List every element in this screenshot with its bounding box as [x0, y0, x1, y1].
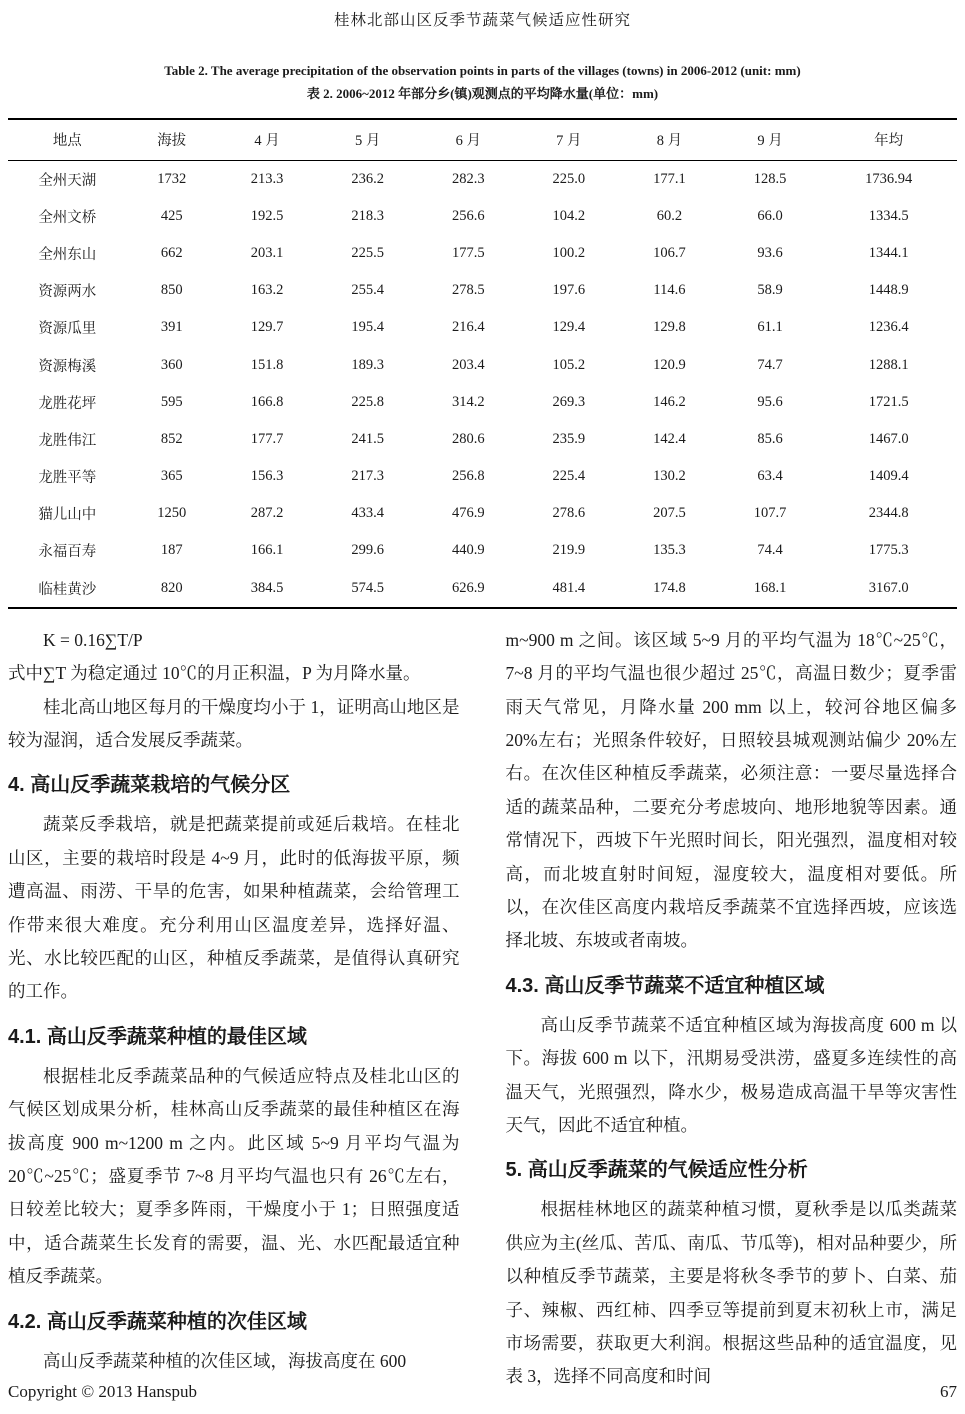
section-heading: 4.3. 高山反季节蔬菜不适宜种植区域 — [505, 974, 825, 997]
table-caption-chinese: 表 2. 2006~2012 年部分乡(镇)观测点的平均降水量(单位：mm) — [306, 85, 659, 101]
table-cell: 1288.1 — [868, 356, 909, 373]
left-column — [8, 624, 460, 1394]
column-header: 4 月 — [217, 119, 318, 161]
table-cell: 资源瓜里 — [38, 321, 97, 338]
table-cell: 360 — [160, 356, 183, 373]
table-cell: 142.4 — [653, 430, 686, 447]
table-body — [8, 160, 957, 608]
table-cell: 146.2 — [653, 393, 686, 410]
table-cell: 120.9 — [653, 356, 686, 373]
table-cell: 278.6 — [552, 505, 586, 522]
column-header: 9 月 — [720, 119, 821, 161]
table-cell: 105.2 — [552, 356, 586, 373]
table-cell: 3167.0 — [868, 579, 909, 596]
table-cell: 63.4 — [757, 468, 783, 485]
table-cell: 425 — [160, 207, 183, 224]
table-row — [8, 272, 957, 309]
table-cell: 1448.9 — [868, 282, 909, 299]
table-cell: 114.6 — [653, 282, 686, 299]
table-cell: 481.4 — [552, 579, 586, 596]
table-cell: 151.8 — [250, 356, 284, 373]
table-cell: 1736.94 — [865, 170, 913, 187]
table-cell: 全州天湖 — [38, 172, 97, 189]
table-cell: 166.1 — [250, 542, 284, 559]
table-cell: 195.4 — [351, 319, 384, 336]
table-cell: 61.1 — [757, 319, 783, 336]
table-cell: 龙胜花坪 — [38, 395, 97, 412]
table-cell: 临桂黄沙 — [38, 581, 97, 598]
table-cell: 269.3 — [552, 393, 586, 410]
running-head: 桂林北部山区反季节蔬菜气候适应性研究 — [333, 12, 631, 29]
section-heading: 4. 高山反季蔬菜栽培的气候分区 — [8, 774, 291, 797]
table-cell: 156.3 — [250, 468, 284, 485]
table-cell: 128.5 — [753, 170, 787, 187]
table-cell: 66.0 — [757, 207, 783, 224]
paragraph: 式中∑T 为稳定通过 10℃的月正积温，P 为月降水量。 — [8, 663, 421, 684]
table-cell: 203.4 — [451, 356, 485, 373]
table-cell: 213.3 — [250, 170, 284, 187]
table-row — [8, 198, 957, 235]
table-cell: 287.2 — [250, 505, 284, 522]
table-cell: 282.3 — [451, 170, 485, 187]
table-cell: 433.4 — [351, 505, 384, 522]
page-footer — [8, 1382, 957, 1402]
table-row — [8, 570, 957, 608]
table-cell: 1732 — [157, 170, 187, 187]
table-cell: 1775.3 — [868, 542, 909, 559]
table-cell: 60.2 — [656, 207, 683, 224]
table-cell: 280.6 — [451, 430, 485, 447]
table-cell: 130.2 — [653, 468, 686, 485]
paragraph: 桂北高山地区每月的干燥度均小于 1，证明高山地区是较为湿润，适合发展反季蔬菜。 — [8, 696, 460, 750]
table-row — [8, 458, 957, 495]
paragraph: 高山反季节蔬菜不适宜种植区域为海拔高度 600 m 以下。海拔 600 m 以下，汛期易受洪涝，盛夏多连续性的高温天气，光照强烈，降水少，极易造成高温干旱等灾害性天气，因此不适宜种植。 — [505, 1014, 957, 1136]
section-heading: 5. 高山反季蔬菜的气候适应性分析 — [505, 1159, 808, 1182]
table-cell: 476.9 — [451, 505, 485, 522]
table-cell: 225.4 — [552, 468, 586, 485]
table-row — [8, 346, 957, 383]
table-cell: 574.5 — [351, 579, 384, 596]
table-cell: 177.5 — [451, 244, 485, 261]
table-cell: 永福百寿 — [38, 544, 97, 561]
column-header: 8 月 — [619, 119, 720, 161]
copyright-text: Copyright © 2013 Hanspub — [8, 1382, 198, 1401]
table-cell: 595 — [160, 393, 183, 410]
table-cell: 256.8 — [451, 468, 485, 485]
table-cell: 163.2 — [250, 282, 284, 299]
table-cell: 850 — [160, 282, 183, 299]
table-cell: 168.1 — [753, 579, 787, 596]
table-cell: 217.3 — [351, 468, 384, 485]
table-caption-english: Table 2. The average precipitation of the observation points in parts of the villages (towns) in 2006-2012 (unit: mm) — [164, 63, 801, 78]
table-cell: 1344.1 — [868, 244, 909, 261]
paragraph: 蔬菜反季栽培，就是把蔬菜提前或延后栽培。在桂北山区，主要的栽培时段是 4~9 月，此时的低海拔平原，频遭高温、雨涝、干旱的危害，如果种植蔬菜，会给管理工作带来很大难度。充分利用山区温度差异，选择好温、光、水比较匹配的山区，种植反季蔬菜，是值得认真研究的工作。 — [8, 814, 460, 1002]
table-cell: 225.8 — [351, 393, 384, 410]
section-heading: 4.1. 高山反季蔬菜种植的最佳区域 — [8, 1025, 307, 1048]
table-cell: 314.2 — [451, 393, 485, 410]
paragraph: m~900 m 之间。该区域 5~9 月的平均气温为 18℃~25℃，7~8 月的平均气温也很少超过 25℃，高温日数少；夏季雷雨天气常见，月降水量 200 mm 以上，较河谷地区偏多 20%左右；光照条件较好，日照较县城观测站偏少 20%左右。在次佳区种植反季蔬菜，必须注意：一要尽量选择合适的蔬菜品种，二要充分考虑坡向、地形地貌等因素。通常情况下，西坡下午光照时间长，阳光强烈，温度相对较高，而北坡直射时间短，湿度较大，温度相对要低。所以，在次佳区高度内栽培反季蔬菜不宜选择西坡，应该选择北坡、东坡或者南坡。 — [505, 629, 957, 951]
column-header: 5 月 — [317, 119, 418, 161]
table-row — [8, 235, 957, 272]
paragraph: 根据桂林地区的蔬菜种植习惯，夏秋季是以瓜类蔬菜供应为主(丝瓜、苦瓜、南瓜、节瓜等)，相对品种要少，所以种植反季节蔬菜，主要是将秋冬季节的萝卜、白菜、茄子、辣椒、西红柿、四季豆等提前到夏末初秋上市，满足市场需要，获取更大利润。根据这些品种的适宜温度，见表 3，选择不同高度和时间 — [505, 1199, 957, 1387]
column-header: 7 月 — [519, 119, 620, 161]
column-header: 6 月 — [418, 119, 519, 161]
column-header: 海拔 — [127, 119, 217, 161]
table-cell: 106.7 — [653, 244, 686, 261]
table-cell: 资源梅溪 — [38, 358, 97, 375]
table-cell: 全州东山 — [38, 246, 97, 263]
paragraph: 根据桂北反季蔬菜品种的气候适应特点及桂北山区的气候区划成果分析，桂林高山反季蔬菜的最佳种植区在海拔高度 900 m~1200 m 之内。此区域 5~9 月平均气温为 20℃~25℃；盛夏季节 7~8 月平均气温也只有 26℃左右，日较差比较大；夏季多阵雨，干燥度小于 1；日照强度适中，适合蔬菜生长发育的需要，温、光、水匹配最适宜种植反季蔬菜。 — [8, 1065, 460, 1287]
table-cell: 256.6 — [451, 207, 485, 224]
table-cell: 225.0 — [552, 170, 586, 187]
table-cell: 129.8 — [653, 319, 686, 336]
table-cell: 129.4 — [552, 319, 586, 336]
table-cell: 207.5 — [653, 505, 686, 522]
table-cell: 235.9 — [552, 430, 586, 447]
precipitation-table — [8, 118, 957, 609]
table-cell: 100.2 — [552, 244, 586, 261]
table-cell: 218.3 — [351, 207, 384, 224]
table-cell: 197.6 — [552, 282, 586, 299]
table-cell: 299.6 — [351, 542, 384, 559]
formula: K = 0.16∑T/P — [43, 629, 143, 650]
table-cell: 74.7 — [757, 356, 783, 373]
page-number: 67 — [940, 1382, 957, 1401]
table-cell: 1467.0 — [868, 430, 909, 447]
table-cell: 177.7 — [250, 430, 284, 447]
paragraph: 高山反季蔬菜种植的次佳区域，海拔高度在 600 — [43, 1350, 407, 1371]
table-cell: 241.5 — [351, 430, 384, 447]
table-cell: 166.8 — [250, 393, 284, 410]
table-cell: 74.4 — [757, 542, 783, 559]
table-cell: 216.4 — [451, 319, 485, 336]
table-cell: 1409.4 — [868, 468, 909, 485]
table-cell: 95.6 — [757, 393, 783, 410]
table-header-row — [8, 119, 957, 161]
table-cell: 104.2 — [552, 207, 586, 224]
table-cell: 440.9 — [451, 542, 485, 559]
table-cell: 203.1 — [250, 244, 284, 261]
table-cell: 189.3 — [351, 356, 384, 373]
right-column — [506, 624, 958, 1394]
table-cell: 192.5 — [250, 207, 284, 224]
table-cell: 93.6 — [757, 244, 783, 261]
table-cell: 1250 — [157, 505, 187, 522]
table-cell: 1721.5 — [868, 393, 909, 410]
table-cell: 852 — [160, 430, 183, 447]
table-cell: 219.9 — [552, 542, 586, 559]
table-cell: 820 — [160, 579, 183, 596]
table-cell: 135.3 — [653, 542, 686, 559]
column-header: 年均 — [820, 119, 957, 161]
table-row — [8, 495, 957, 532]
table-cell: 365 — [160, 468, 183, 485]
table-cell: 187 — [160, 542, 183, 559]
table-cell: 129.7 — [250, 319, 284, 336]
table-row — [8, 421, 957, 458]
table-cell: 全州文桥 — [38, 209, 97, 226]
table-cell: 236.2 — [351, 170, 384, 187]
table-cell: 龙胜平等 — [38, 470, 97, 487]
section-heading: 4.2. 高山反季蔬菜种植的次佳区域 — [8, 1310, 307, 1333]
table-cell: 58.9 — [757, 282, 783, 299]
table-cell: 391 — [160, 319, 183, 336]
table-row — [8, 160, 957, 198]
table-cell: 龙胜伟江 — [38, 432, 97, 449]
table-cell: 662 — [160, 244, 183, 261]
table-cell: 177.1 — [653, 170, 686, 187]
body-text — [0, 624, 965, 1394]
table-captions — [0, 60, 965, 106]
table-cell: 278.5 — [451, 282, 485, 299]
column-header: 地点 — [8, 119, 127, 161]
table-cell: 626.9 — [451, 579, 485, 596]
table-cell: 384.5 — [250, 579, 284, 596]
table-cell: 255.4 — [351, 282, 384, 299]
table-cell: 107.7 — [753, 505, 787, 522]
table-row — [8, 384, 957, 421]
table-cell: 猫儿山中 — [38, 507, 97, 524]
table-cell: 1236.4 — [868, 319, 909, 336]
table-cell: 1334.5 — [868, 207, 909, 224]
table-cell: 225.5 — [351, 244, 384, 261]
table-cell: 2344.8 — [868, 505, 909, 522]
table-row — [8, 532, 957, 569]
table-row — [8, 309, 957, 346]
table-cell: 85.6 — [757, 430, 783, 447]
table-cell: 174.8 — [653, 579, 686, 596]
table-cell: 资源两水 — [38, 284, 97, 301]
